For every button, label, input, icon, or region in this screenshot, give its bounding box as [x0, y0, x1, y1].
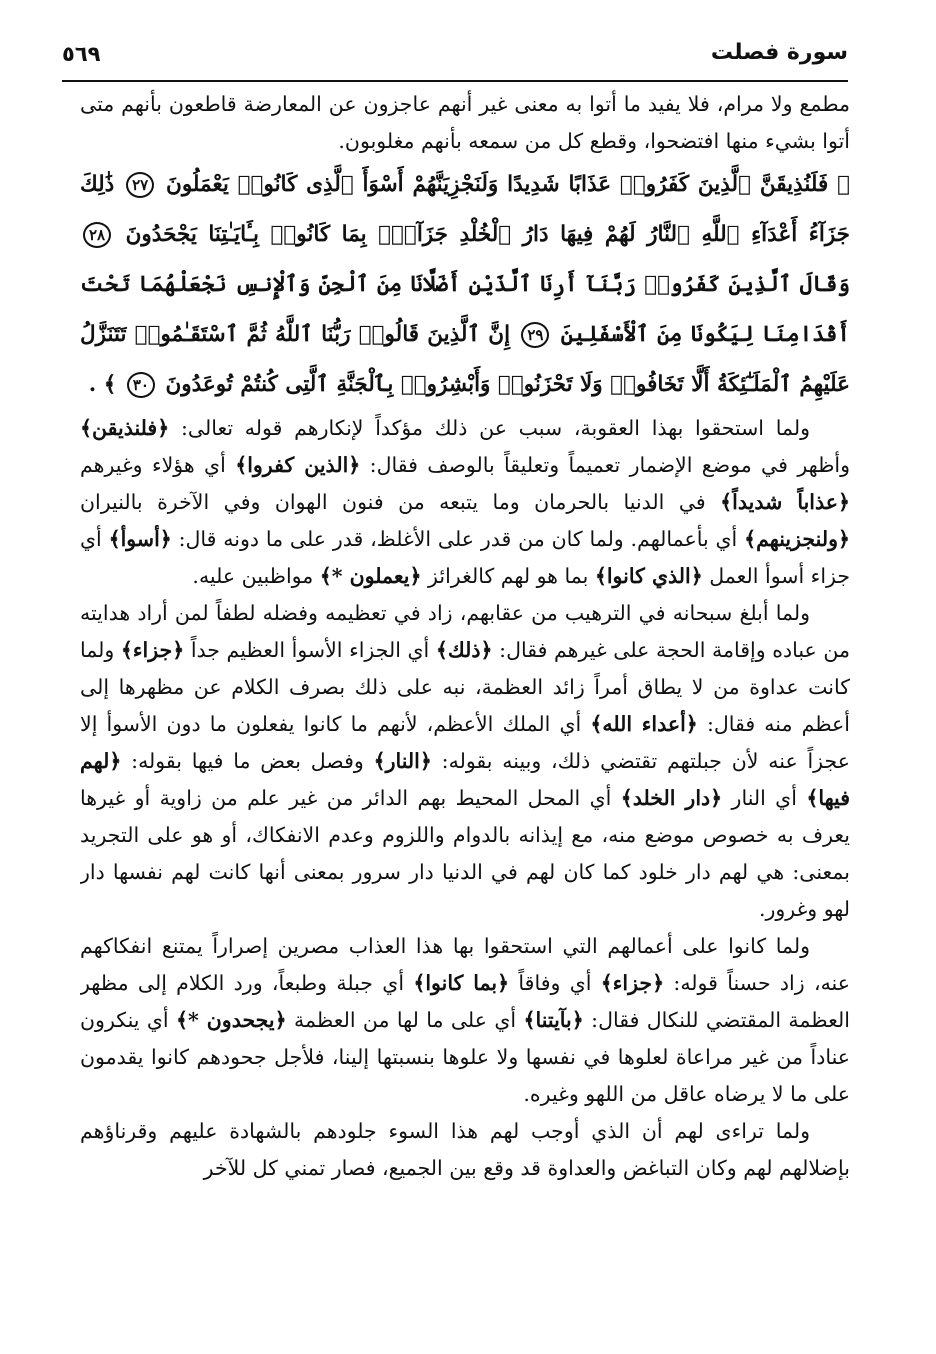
- text: مواظبين عليه.: [192, 564, 314, 588]
- verse-bracket-close: ﴾ .: [88, 372, 117, 397]
- quote: ﴿يعملون *﴾: [319, 564, 422, 588]
- paragraph-4: [80, 928, 850, 1113]
- quote: ﴿النار﴾: [373, 749, 432, 773]
- verse-number-28: ٢٨: [83, 222, 111, 248]
- paragraph-3: [80, 595, 850, 928]
- quran-verses: [80, 160, 850, 410]
- text: ولما كانوا على أعمالهم التي استحقوا بها هذا العذاب مصرين إصراراً يمتنع انفكاكهم عنه، زاد حسناً قوله:: [80, 934, 850, 995]
- quote: ﴿جزاء﴾: [600, 971, 665, 995]
- text: أي جبلة وطبعاً، ورد الكلام إلى مظهر العظمة المقتضي للنكال فقال:: [80, 971, 850, 1032]
- text: أي جزاء أسوأ العمل: [80, 527, 850, 588]
- quote: ﴿الذين كفروا﴾: [235, 453, 361, 477]
- verse-28: ذَٰلِكَ جَزَآءُ أَعْدَآءِ ٱللَّهِ ٱلنَّارُ لَهُمْ فِيهَا دَارُ ٱلْخُلْدِ جَزَآءًۢ بِمَا كَانُوا۟ بِـَٔايَـٰتِنَا يَجْحَدُونَ: [80, 172, 850, 247]
- text: بما هو لهم كالغرائز: [428, 564, 589, 588]
- text: أي الجزاء الأسوأ العظيم جداً: [190, 638, 430, 662]
- verse-number-27: ٢٧: [126, 172, 154, 198]
- verse-number-30: ٣٠: [127, 372, 155, 398]
- text: ولما استحقوا بهذا العقوبة، سبب عن ذلك مؤكداً لإنكارهم قوله تعالى:: [180, 416, 810, 440]
- verse-27: فَلَنُذِيقَنَّ ٱلَّذِينَ كَفَرُوا۟ عَذَابًا شَدِيدًا وَلَنَجْزِيَنَّهُمْ أَسْوَأَ ٱلَّذِى كَانُوا۟ يَعْمَلُونَ: [166, 172, 829, 197]
- quote: ﴿عذاباً شديداً﴾: [720, 490, 850, 514]
- paragraph-1: مطمع ولا مرام، فلا يفيد ما أتوا به معنى غير أنهم عاجزون عن المعارضة قاطعون بأنهم متى أتوا بشيء منها افتضحوا، وقطع كل من سمعه بأنهم مغلوبون.: [80, 92, 850, 153]
- text: أي وفاقاً: [518, 971, 592, 995]
- text: أي هؤلاء وغيرهم: [80, 453, 226, 477]
- quote: ﴿دار الخلد﴾: [620, 786, 723, 810]
- text: أي ينكرون عناداً من غير مراعاة لعلوها في نفسها ولا علوها بنسبتها إلينا، فلأجل جحودهم كانوا يقدمون على ما لا يرضاه عاقل من اللهو وغيره.: [80, 1008, 850, 1106]
- paragraph-2: [80, 410, 850, 595]
- quote: ﴿ذلك﴾: [435, 638, 493, 662]
- paragraph-5: ولما تراءى لهم أن الذي أوجب لهم هذا السوء جلودهم بالشهادة عليهم وقرناؤهم بإضلالهم لهم وكان التباغض والعداوة قد وقع بين الجميع، فصار تمني كل للآخر: [80, 1119, 850, 1180]
- page-body: [80, 86, 850, 1336]
- header-divider: [62, 80, 848, 82]
- surah-title: سورة فصلت: [710, 40, 848, 65]
- quote: ﴿الذي كانوا﴾: [594, 564, 703, 588]
- text: أي الملك الأعظم، لأنهم ما كانوا يفعلون ما دون الأسوأ إلا عجزاً عنه لأن جبلتهم تقتضي ذلك، وبينه بقوله:: [80, 712, 850, 773]
- page-number: ٥٦٩: [62, 42, 101, 66]
- text: أي النار: [731, 786, 797, 810]
- quote: ﴿بآيتنا﴾: [523, 1008, 584, 1032]
- verse-29: وَقَالَ ٱلَّذِينَ كَفَرُوا۟ رَبَّنَآ أَرِنَا ٱلَّذَيْنِ أَضَلَّانَا مِنَ ٱلْجِنِّ وَٱلْإِنسِ نَجْعَلْهُمَا تَحْتَ أَقْدَامِنَا لِيَكُونَا مِنَ ٱلْأَسْفَلِينَ: [80, 272, 850, 347]
- text: وفصل بعض ما فيها بقوله:: [131, 749, 364, 773]
- text: أي على ما لها من العظمة: [294, 1008, 517, 1032]
- text: ولما أبلغ سبحانه في الترهيب من عقابهم، زاد في تعظيمه وفضله لطفاً لمن أراد هدايته من عباده وإقامة الحجة على غيرهم فقال:: [80, 601, 850, 662]
- verse-bracket-open: ﴿: [837, 172, 850, 197]
- text: وأظهر في موضع الإضمار تعميماً وتعليقاً بالوصف فقال:: [369, 453, 850, 477]
- quote: ﴿جزاء﴾: [120, 638, 185, 662]
- quote: ﴿يجحدون *﴾: [176, 1008, 287, 1032]
- verse-number-29: ٢٩: [521, 322, 549, 348]
- quote: ﴿فلنذيقن﴾: [80, 416, 170, 440]
- verse-30: إِنَّ ٱلَّذِينَ قَالُوا۟ رَبُّنَا ٱللَّهُ ثُمَّ ٱسْتَقَـٰمُوا۟ تَتَنَزَّلُ عَلَيْهِمُ ٱلْمَلَـٰٓئِكَةُ أَلَّا تَخَافُوا۟ وَلَا تَحْزَنُوا۟ وَأَبْشِرُوا۟ بِٱلْجَنَّةِ ٱلَّتِى كُنتُمْ تُوعَدُونَ: [80, 322, 850, 397]
- quote: ﴿أعداء الله﴾: [590, 712, 698, 736]
- quote: ﴿ولنجزينهم﴾: [744, 527, 850, 551]
- text: ولما كانت عداوة من لا يطاق أمراً زائد العظمة، نبه على ذلك بصرف الكلام عن مظهرها إلى أعظم منه فقال:: [80, 638, 850, 736]
- text: أي المحل المحيط بهم الدائر من غير علم من زاوية أو غيرها يعرف به خصوص موضع منه، مع إيذانه بالدوام واللزوم وعدم الانفكاك، أو هو على التجريد بمعنى: هي لهم دار خلود كما كان لهم في الدنيا دار سرور بمعنى أنها كانت لهم نفسها دار لهو وغرور.: [80, 786, 850, 921]
- quote: ﴿بما كانوا﴾: [413, 971, 510, 995]
- text: أي بأعمالهم. ولما كان من قدر على الأغلظ، قدر على ما دونه قال:: [178, 527, 738, 551]
- text: في الدنيا بالحرمان وما يتبعه من فنون الهوان وفي الآخرة بالنيران: [80, 490, 706, 514]
- quote: ﴿أسوأ﴾: [108, 527, 172, 551]
- quote: ﴿لهم فيها﴾: [80, 749, 850, 810]
- page-header: [62, 40, 848, 76]
